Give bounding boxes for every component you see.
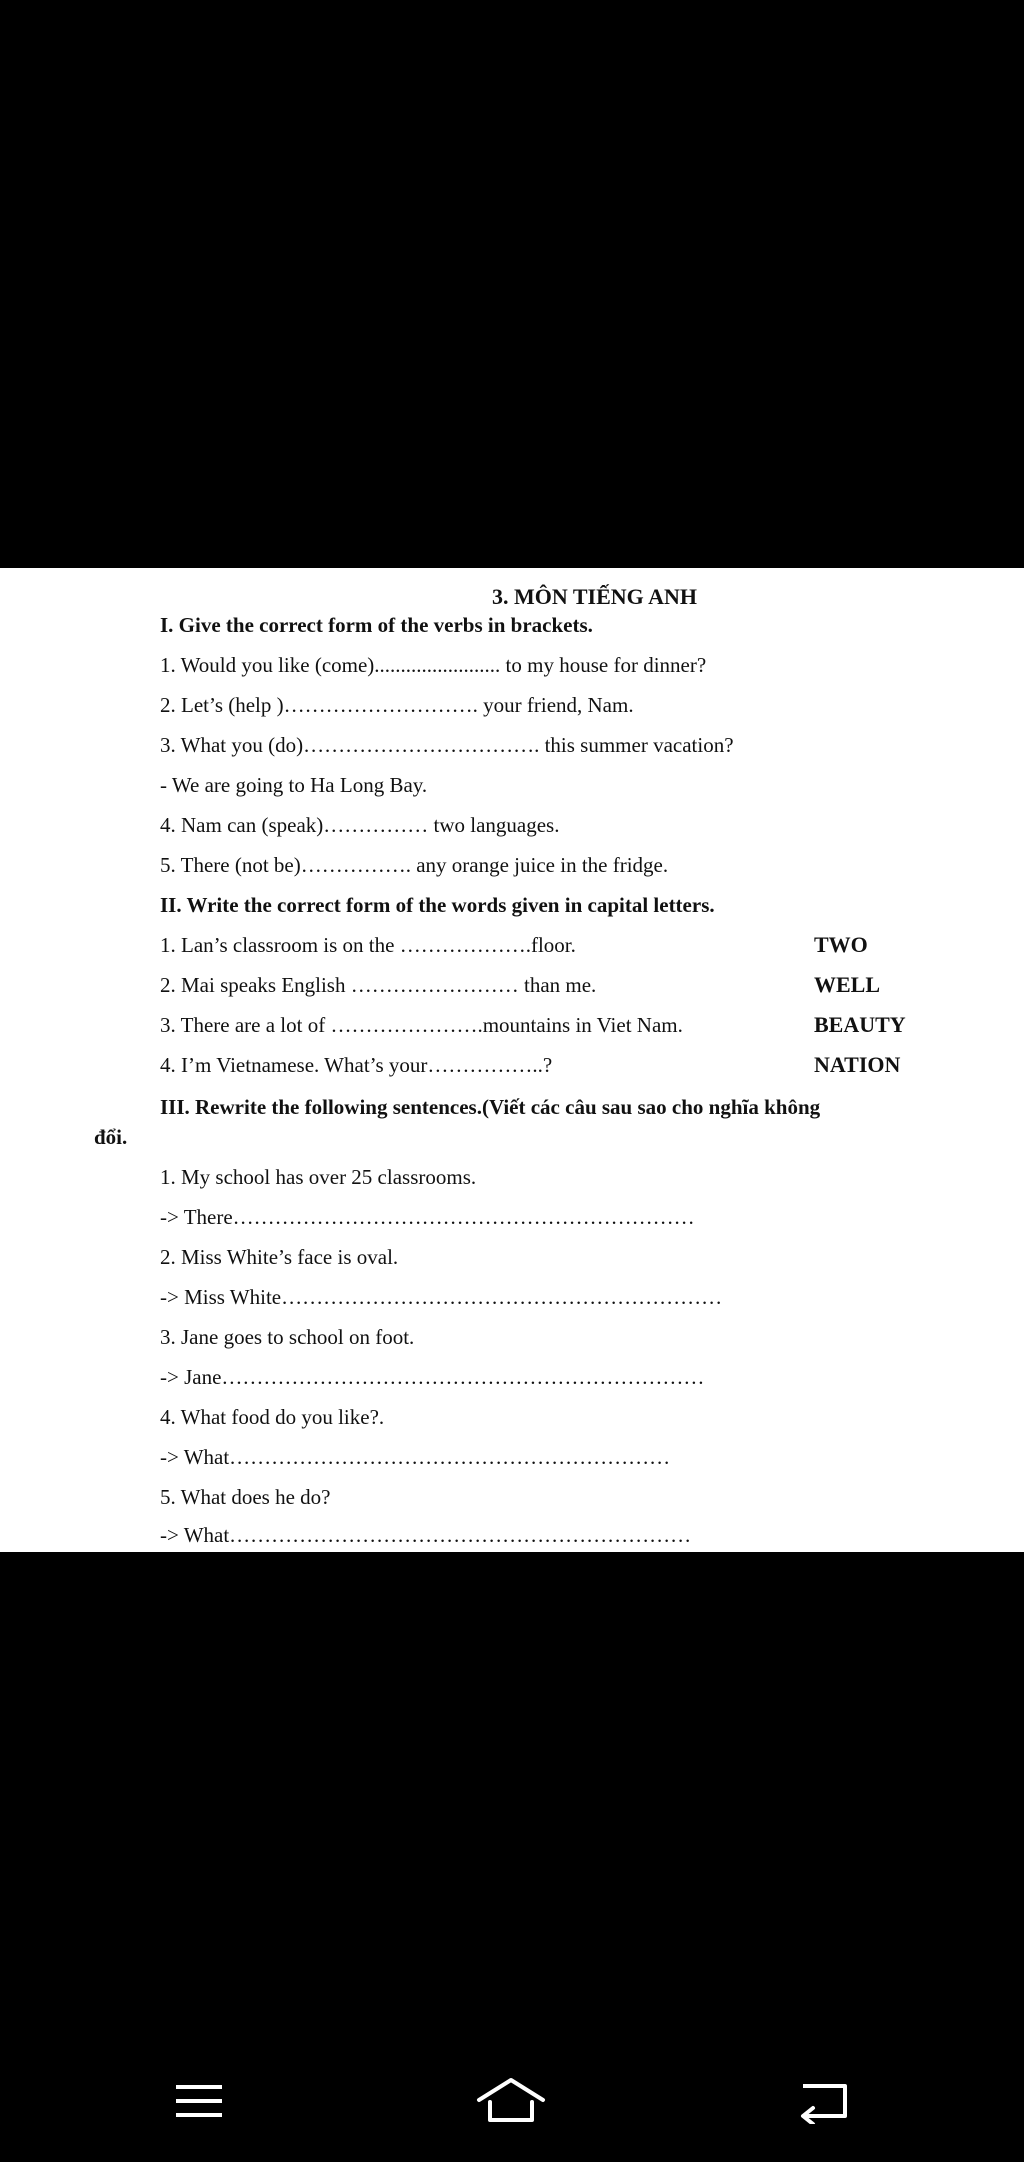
section-1-item: - We are going to Ha Long Bay. (160, 773, 428, 797)
page-title: 3. MÔN TIẾNG ANH (492, 584, 697, 609)
section-3-answer-line: -> Jane…………………………………………………………… (160, 1365, 705, 1389)
section-3-question: 3. Jane goes to school on foot. (160, 1325, 415, 1349)
capital-word: BEAUTY (814, 1012, 906, 1037)
section-1-item: 2. Let’s (help )………………………. your friend, Nam. (160, 693, 634, 717)
section-3-heading: III. Rewrite the following sentences.(Viết các câu sau sao cho nghĩa không (160, 1095, 821, 1119)
back-button[interactable] (790, 2074, 860, 2128)
section-1-item: 3. What you (do)……………………………. this summer vacation? (160, 733, 734, 757)
home-button[interactable] (476, 2074, 546, 2128)
capital-word: TWO (814, 932, 868, 957)
section-1-item: 5. There (not be)……………. any orange juice in the fridge. (160, 853, 669, 877)
section-3-question: 5. What does he do? (160, 1485, 331, 1509)
section-2-item: 2. Mai speaks English …………………… than me. (160, 973, 597, 997)
section-3-question: 4. What food do you like?. (160, 1405, 385, 1429)
section-1-item: 4. Nam can (speak)…………… two languages. (160, 813, 560, 837)
back-icon (797, 2078, 853, 2124)
capital-word: NATION (814, 1052, 901, 1077)
system-navigation-bar (0, 2060, 1024, 2140)
home-icon (476, 2076, 546, 2126)
section-3-heading-continuation: đổi. (94, 1125, 128, 1149)
section-1-item: 1. Would you like (come)........................ to my house for dinner? (160, 653, 707, 677)
section-3-answer-line: -> There………………………………………………………… (160, 1205, 695, 1229)
section-3-question: 2. Miss White’s face is oval. (160, 1245, 399, 1269)
capital-word: WELL (814, 972, 881, 997)
section-1-heading: I. Give the correct form of the verbs in brackets. (160, 613, 593, 637)
section-2-item: 1. Lan’s classroom is on the ……………….floor. (160, 933, 576, 957)
section-2-heading: II. Write the correct form of the words given in capital letters. (160, 893, 715, 917)
section-3-answer-line: -> What……………………………………………………… (160, 1445, 671, 1469)
section-3-answer-line: -> What………………………………………………………… (160, 1523, 692, 1547)
section-2-item: 4. I’m Vietnamese. What’s your……………..? (160, 1053, 553, 1077)
section-3-question: 1. My school has over 25 classrooms. (160, 1165, 477, 1189)
menu-button[interactable] (164, 2074, 234, 2128)
menu-icon (174, 2081, 224, 2121)
document-page (0, 568, 1024, 1552)
section-2-item: 3. There are a lot of ………………….mountains in Viet Nam. (160, 1013, 683, 1037)
section-3-answer-line: -> Miss White……………………………………………………… (160, 1285, 723, 1309)
